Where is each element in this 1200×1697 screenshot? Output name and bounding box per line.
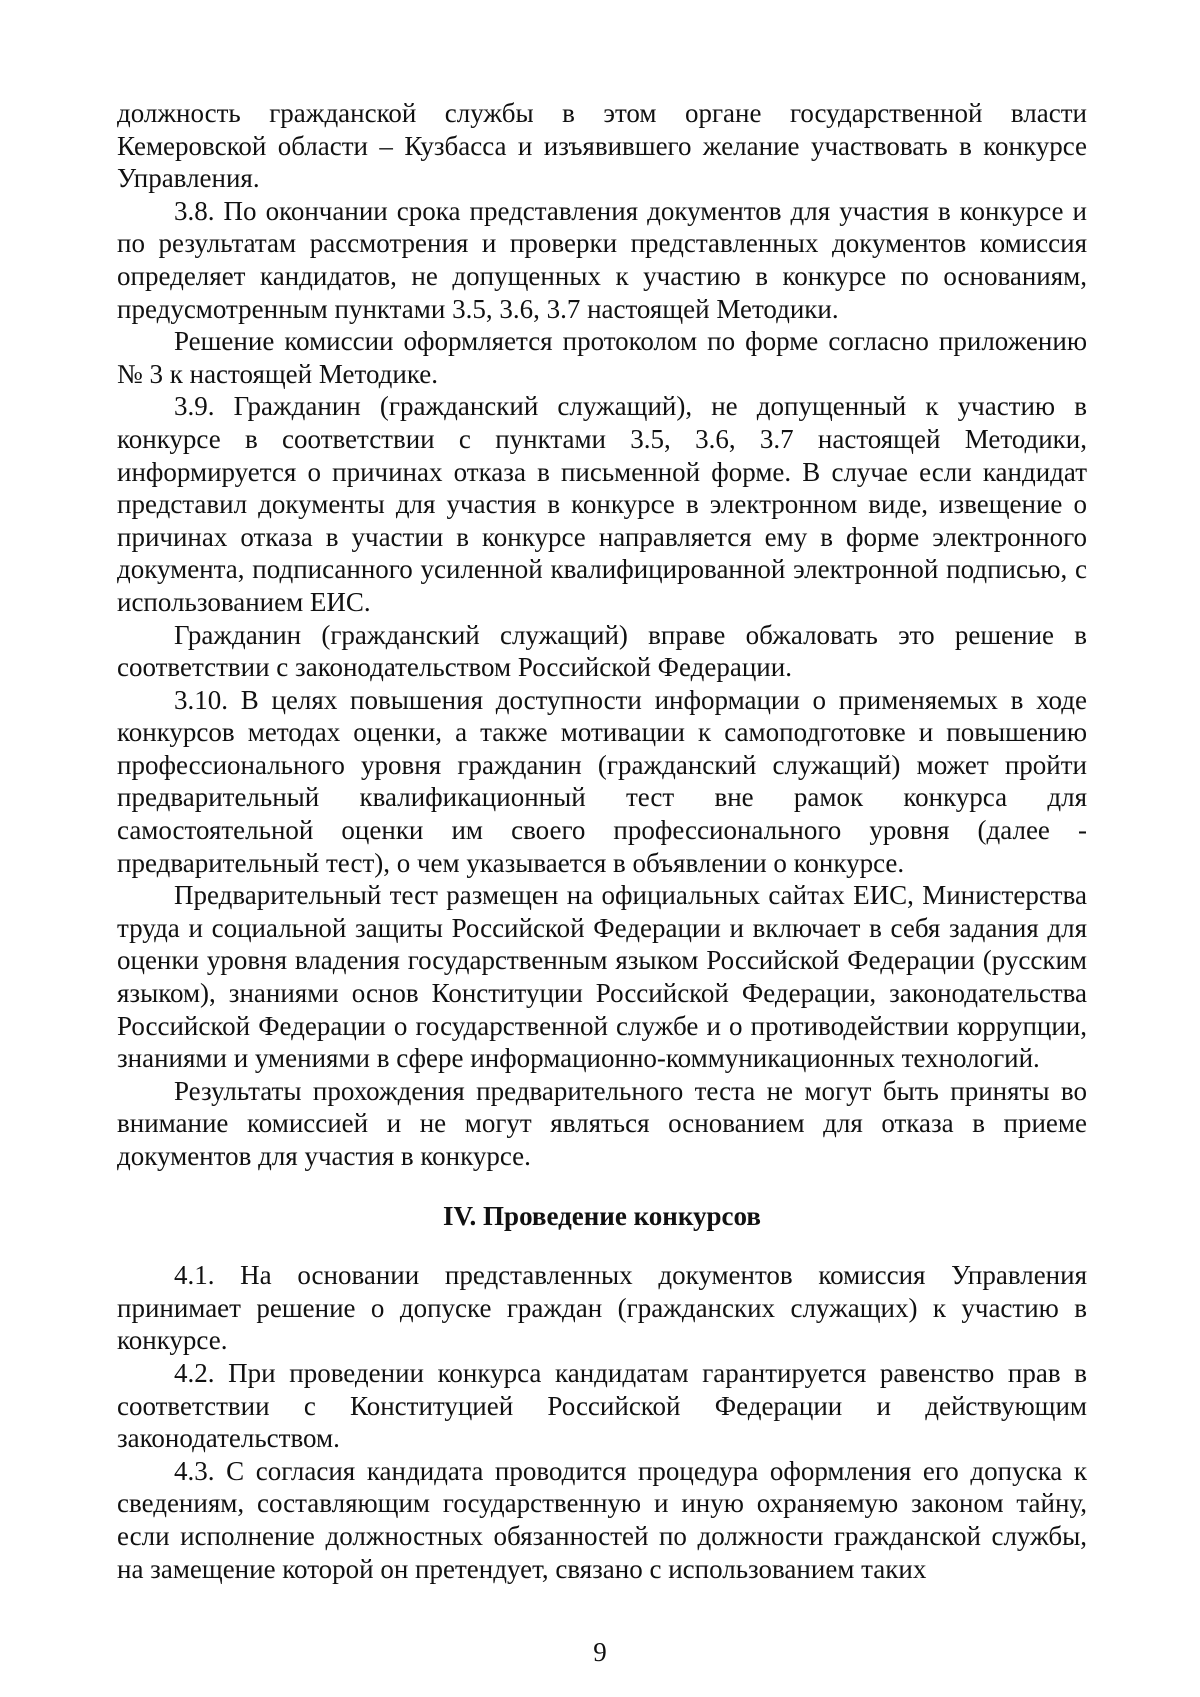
- section-heading: IV. Проведение конкурсов: [443, 1200, 761, 1231]
- document-body: [117, 97, 1087, 1585]
- paragraph-4-3: 4.3. С согласия кандидата проводится процедура оформления его допуска к сведениям, составляющим государственную и иную охраняемую законом тайну, если исполнение должностных обязанностей по должности гражданской службы, на замещение которой он претендует, связано с использованием таких: [117, 1455, 1087, 1584]
- paragraph-appeal-right: Гражданин (гражданский служащий) вправе обжаловать это решение в соответствии с законодательством Российской Федерации.: [117, 619, 1087, 683]
- paragraph-3-8: 3.8. По окончании срока представления документов для участия в конкурсе и по результатам рассмотрения и проверки представленных документов комиссия определяет кандидатов, не допущенных к участию в конкурсе по основаниям, предусмотренным пунктами 3.5, 3.6, 3.7 настоящей Методики.: [117, 195, 1087, 324]
- paragraph-3-9: 3.9. Гражданин (гражданский служащий), не допущенный к участию в конкурсе в соответствии с пунктами 3.5, 3.6, 3.7 настоящей Методики, информируется о причинах отказа в письменной форме. В случае если кандидат представил документы для участия в конкурсе в электронном виде, извещение о причинах отказа в участии в конкурсе направляется ему в форме электронного документа, подписанного усиленной квалифицированной электронной подписью, с использованием ЕИС.: [117, 391, 1087, 617]
- paragraph-commission-decision: Решение комиссии оформляется протоколом по форме согласно приложению № 3 к настоящей Методике.: [117, 326, 1087, 389]
- paragraph-4-2: 4.2. При проведении конкурса кандидатам гарантируется равенство прав в соответствии с Конституцией Российской Федерации и действующим законодательством.: [117, 1357, 1087, 1454]
- page-number: 9: [593, 1637, 607, 1667]
- paragraph-3-10: 3.10. В целях повышения доступности информации о применяемых в ходе конкурсов методах оценки, а также мотивации к самоподготовке и повышению профессионального уровня гражданин (гражданский служащий) может пройти предварительный квалификационный тест вне рамок конкурса для самостоятельной оценки им своего профессионального уровня (далее - предварительный тест), о чем указывается в объявлении о конкурсе.: [117, 684, 1087, 878]
- paragraph-continuation: должность гражданской службы в этом органе государственной власти Кемеровской области – Кузбасса и изъявившего желание участвовать в конкурсе Управления.: [117, 98, 1087, 194]
- paragraph-test-results: Результаты прохождения предварительного теста не могут быть приняты во внимание комиссией и не могут являться основанием для отказа в приеме документов для участия в конкурсе.: [117, 1075, 1087, 1171]
- paragraph-4-1: 4.1. На основании представленных документов комиссия Управления принимает решение о допуске граждан (гражданских служащих) к участию в конкурсе.: [117, 1260, 1087, 1356]
- paragraph-preliminary-test: Предварительный тест размещен на официальных сайтах ЕИС, Министерства труда и социальной защиты Российской Федерации и включает в себя задания для оценки уровня владения государственным языком Российской Федерации (русским языком), знаниями основ Конституции Российской Федерации, законодательства Российской Федерации о государственной службе и о противодействии коррупции, знаниями и умениями в сфере информационно-коммуникационных технологий.: [117, 880, 1087, 1074]
